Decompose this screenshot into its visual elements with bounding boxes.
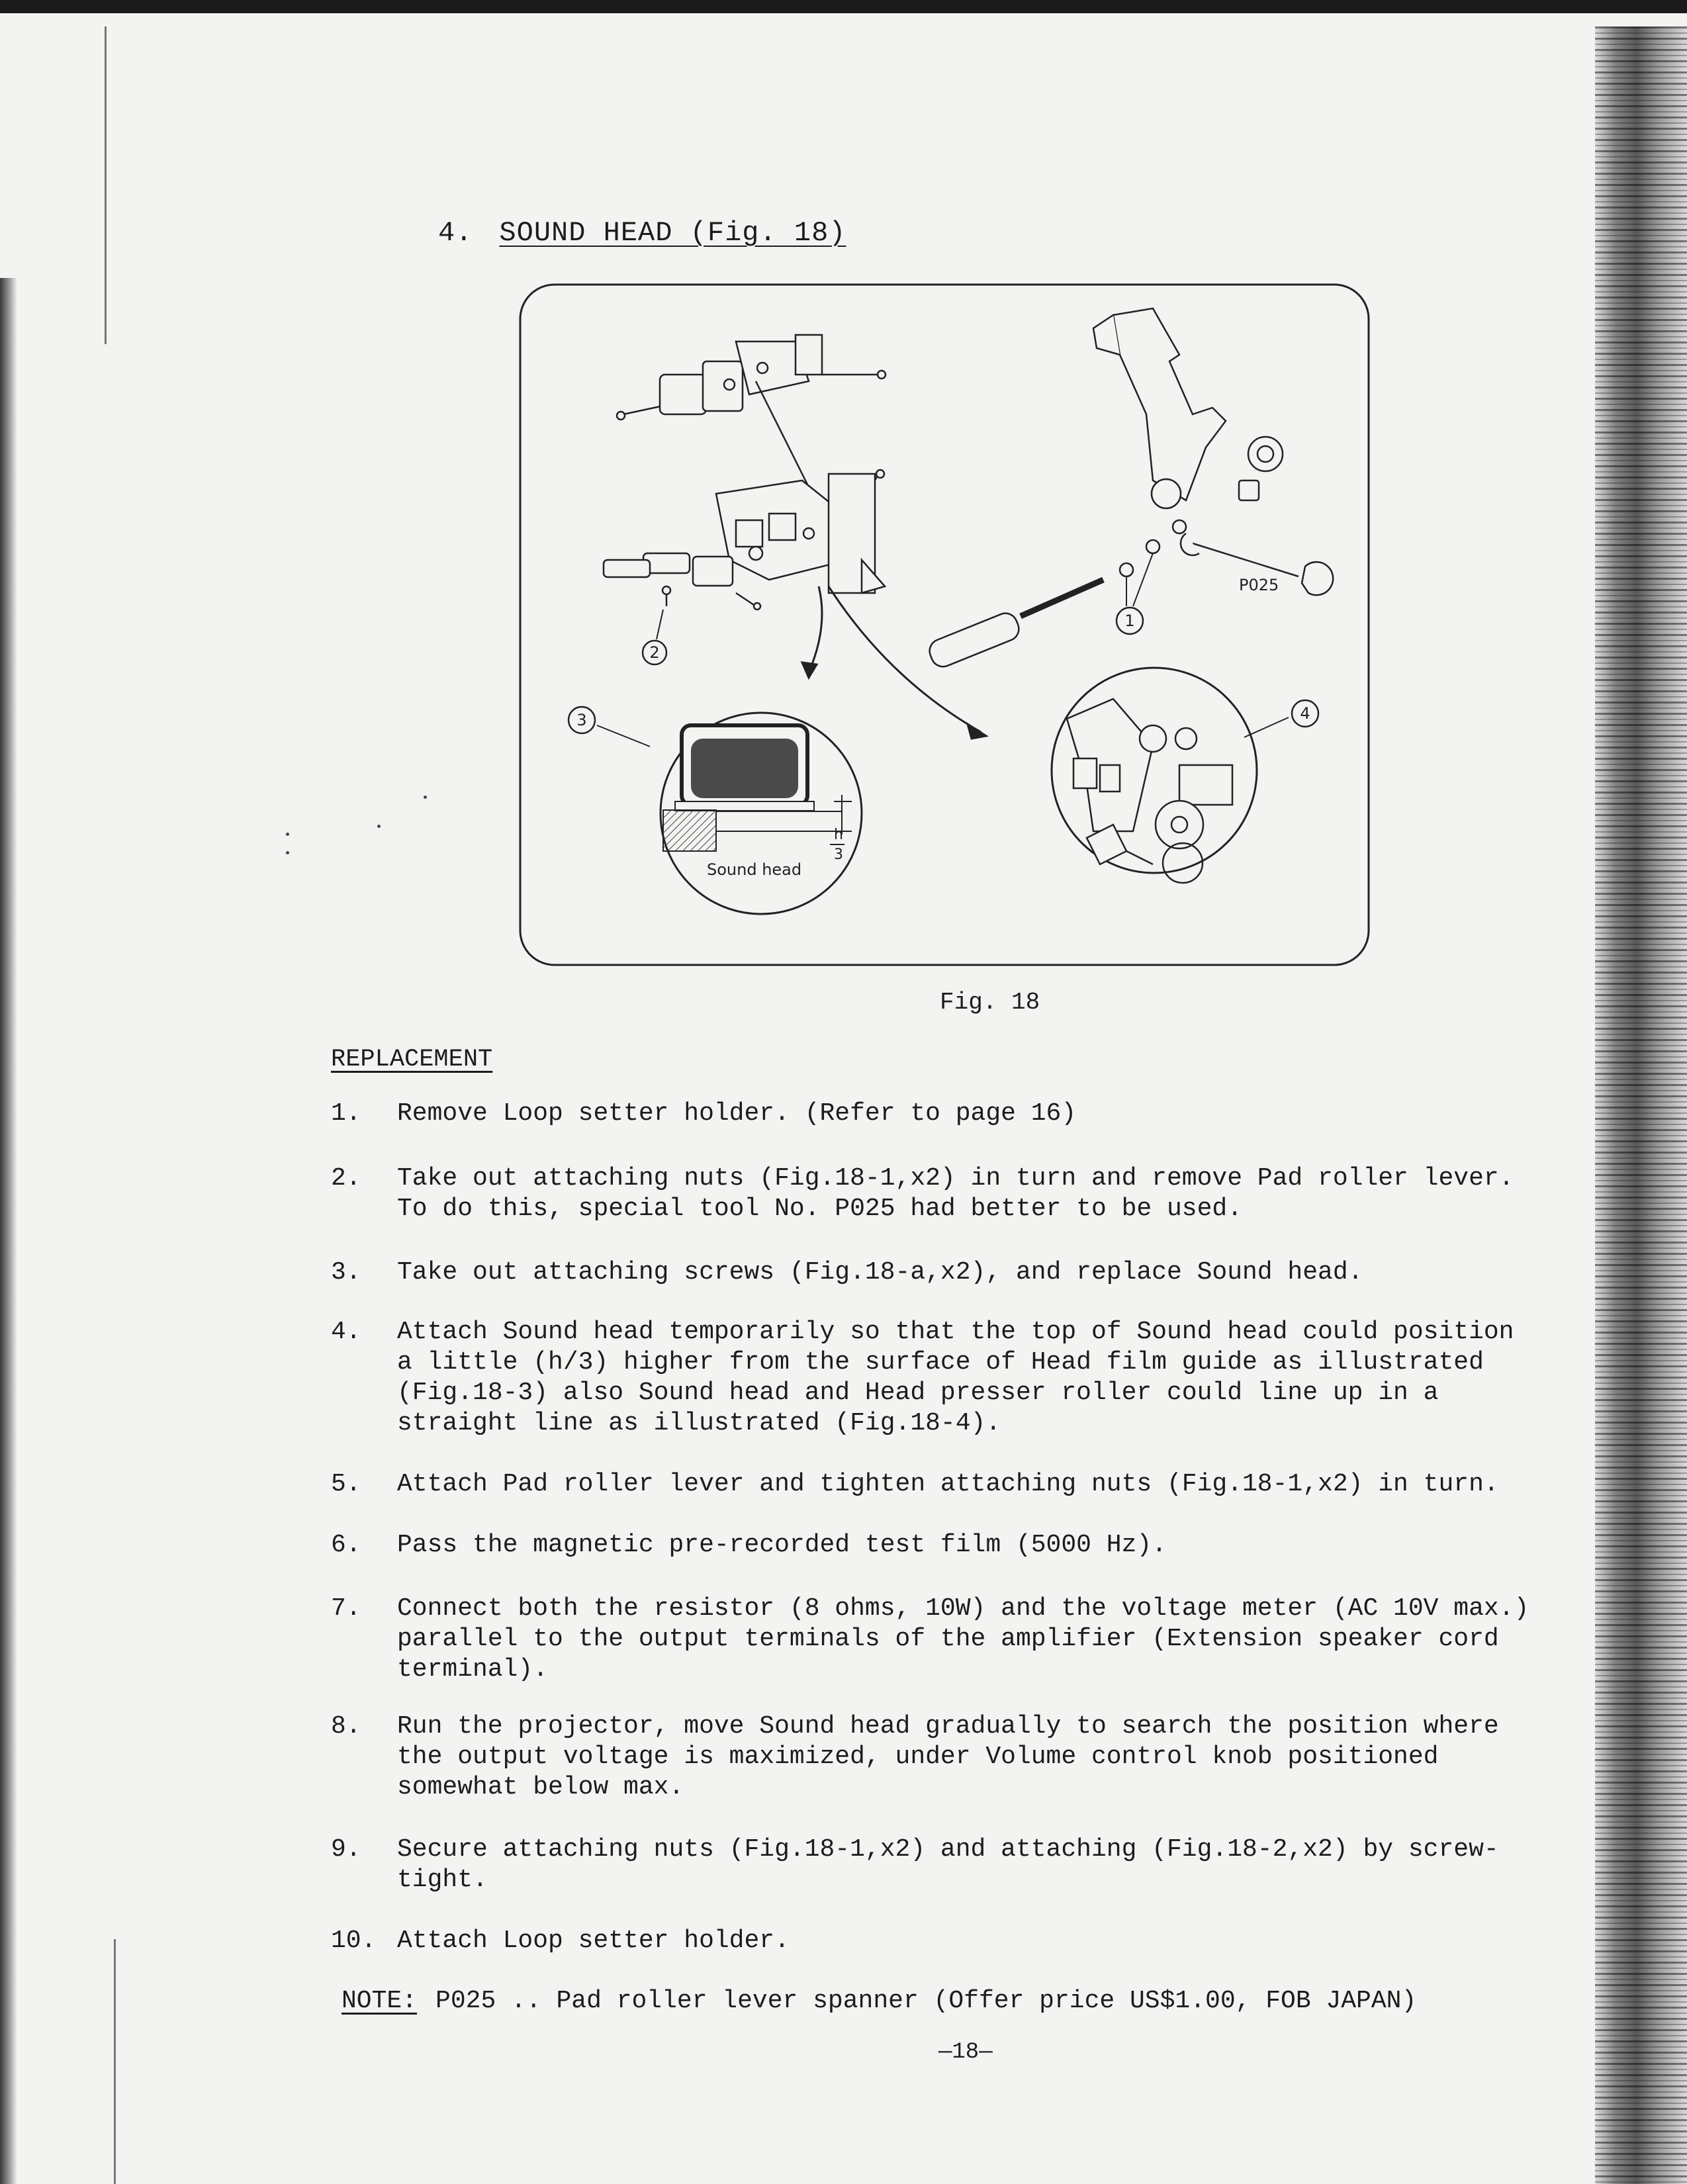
step-text xyxy=(397,1530,1575,1561)
detail-3-sound-head-height xyxy=(661,713,862,914)
scan-speck xyxy=(424,796,427,799)
step-text xyxy=(397,1926,1575,1956)
section-heading xyxy=(438,217,846,249)
step-line: terminal). xyxy=(397,1655,549,1684)
step-number: 1. xyxy=(331,1099,361,1128)
step-text xyxy=(397,1099,1575,1129)
step-text xyxy=(397,1711,1575,1803)
step-number: 9. xyxy=(331,1835,361,1864)
step-line: straight line as illustrated (Fig.18-4). xyxy=(397,1409,1001,1437)
detail-4-alignment xyxy=(1052,668,1257,883)
svg-text:1: 1 xyxy=(1124,612,1135,630)
figure-frame xyxy=(520,285,1369,965)
replacement-heading: REPLACEMENT xyxy=(331,1046,493,1073)
scan-speck xyxy=(286,851,289,854)
detail-h-label: h xyxy=(834,827,843,843)
screwdriver xyxy=(926,520,1186,670)
svg-text:4: 4 xyxy=(1300,704,1310,723)
figure-caption: Fig. 18 xyxy=(940,989,1040,1016)
step-line: the output voltage is maximized, under Volume control knob positioned xyxy=(397,1743,1439,1771)
step-number: 3. xyxy=(331,1258,361,1287)
step-text xyxy=(397,1594,1575,1685)
detail-arrows xyxy=(802,586,986,739)
scan-right-edge xyxy=(1595,26,1687,2184)
step-text xyxy=(397,1257,1575,1288)
step-line: Run the projector, move Sound head gradually to search the position where xyxy=(397,1712,1499,1741)
note xyxy=(342,1987,1416,2015)
step-line: To do this, special tool No. P025 had better to be used. xyxy=(397,1195,1243,1223)
step-number: 2. xyxy=(331,1164,361,1193)
scan-speck xyxy=(377,825,381,828)
step-line: Attach Sound head temporarily so that the top of Sound head could position xyxy=(397,1318,1514,1346)
step-line: Pass the magnetic pre-recorded test film (5000 Hz). xyxy=(397,1531,1167,1559)
step-line: parallel to the output terminals of the amplifier (Extension speaker cord xyxy=(397,1625,1499,1653)
scan-top-border xyxy=(0,0,1687,13)
step-line: a little (h/3) higher from the surface of Head film guide as illustrated xyxy=(397,1348,1484,1377)
sound-head-assembly-exploded xyxy=(604,335,886,610)
sound-head-label: Sound head xyxy=(707,860,802,879)
step-line: Attach Pad roller lever and tighten attaching nuts (Fig.18-1,x2) in turn. xyxy=(397,1470,1499,1498)
step-line: Attach Loop setter holder. xyxy=(397,1927,790,1955)
note-text: P025 .. Pad roller lever spanner (Offer price US$1.00, FOB JAPAN) xyxy=(435,1987,1417,2015)
step-text xyxy=(397,1469,1575,1500)
callout-3 xyxy=(569,707,650,747)
step-line: Secure attaching nuts (Fig.18-1,x2) and attaching (Fig.18-2,x2) by screw- xyxy=(397,1835,1499,1864)
step-number: 7. xyxy=(331,1594,361,1623)
figure-18 xyxy=(518,282,1378,968)
step-text xyxy=(397,1317,1575,1439)
step-line: Connect both the resistor (8 ohms, 10W) and the voltage meter (AC 10V max.) xyxy=(397,1594,1529,1623)
callout-2 xyxy=(643,610,666,664)
step-line: (Fig.18-3) also Sound head and Head presser roller could line up in a xyxy=(397,1379,1439,1407)
step-text xyxy=(397,1163,1575,1224)
step-line: somewhat below max. xyxy=(397,1773,684,1801)
step-number: 4. xyxy=(331,1318,361,1346)
step-number: 5. xyxy=(331,1470,361,1498)
section-title: SOUND HEAD (Fig. 18) xyxy=(499,217,846,249)
step-line: Take out attaching nuts (Fig.18-1,x2) in turn and remove Pad roller lever. xyxy=(397,1164,1514,1193)
step-number: 10. xyxy=(331,1927,377,1955)
detail-3-label: 3 xyxy=(834,846,843,863)
page-number: —18— xyxy=(938,2040,993,2065)
svg-text:2: 2 xyxy=(649,643,660,662)
step-text xyxy=(397,1835,1575,1895)
scan-speck xyxy=(286,833,289,836)
tool-label-p025: P025 xyxy=(1239,576,1279,594)
note-label: NOTE: xyxy=(342,1987,418,2015)
pad-roller-lever xyxy=(1093,308,1283,508)
step-line: Take out attaching screws (Fig.18-a,x2), and replace Sound head. xyxy=(397,1258,1363,1287)
svg-text:3: 3 xyxy=(576,711,587,729)
step-line: Remove Loop setter holder. (Refer to page 16) xyxy=(397,1099,1077,1128)
step-line: tight. xyxy=(397,1866,488,1894)
figure-drawing xyxy=(518,282,1378,968)
step-number: 6. xyxy=(331,1531,361,1559)
binding-edge-line xyxy=(114,1939,116,2184)
callout-4 xyxy=(1244,700,1318,737)
step-number: 8. xyxy=(331,1712,361,1741)
scan-left-shadow xyxy=(0,278,17,2184)
section-number: 4. xyxy=(438,217,473,249)
binding-edge-line xyxy=(105,26,107,344)
